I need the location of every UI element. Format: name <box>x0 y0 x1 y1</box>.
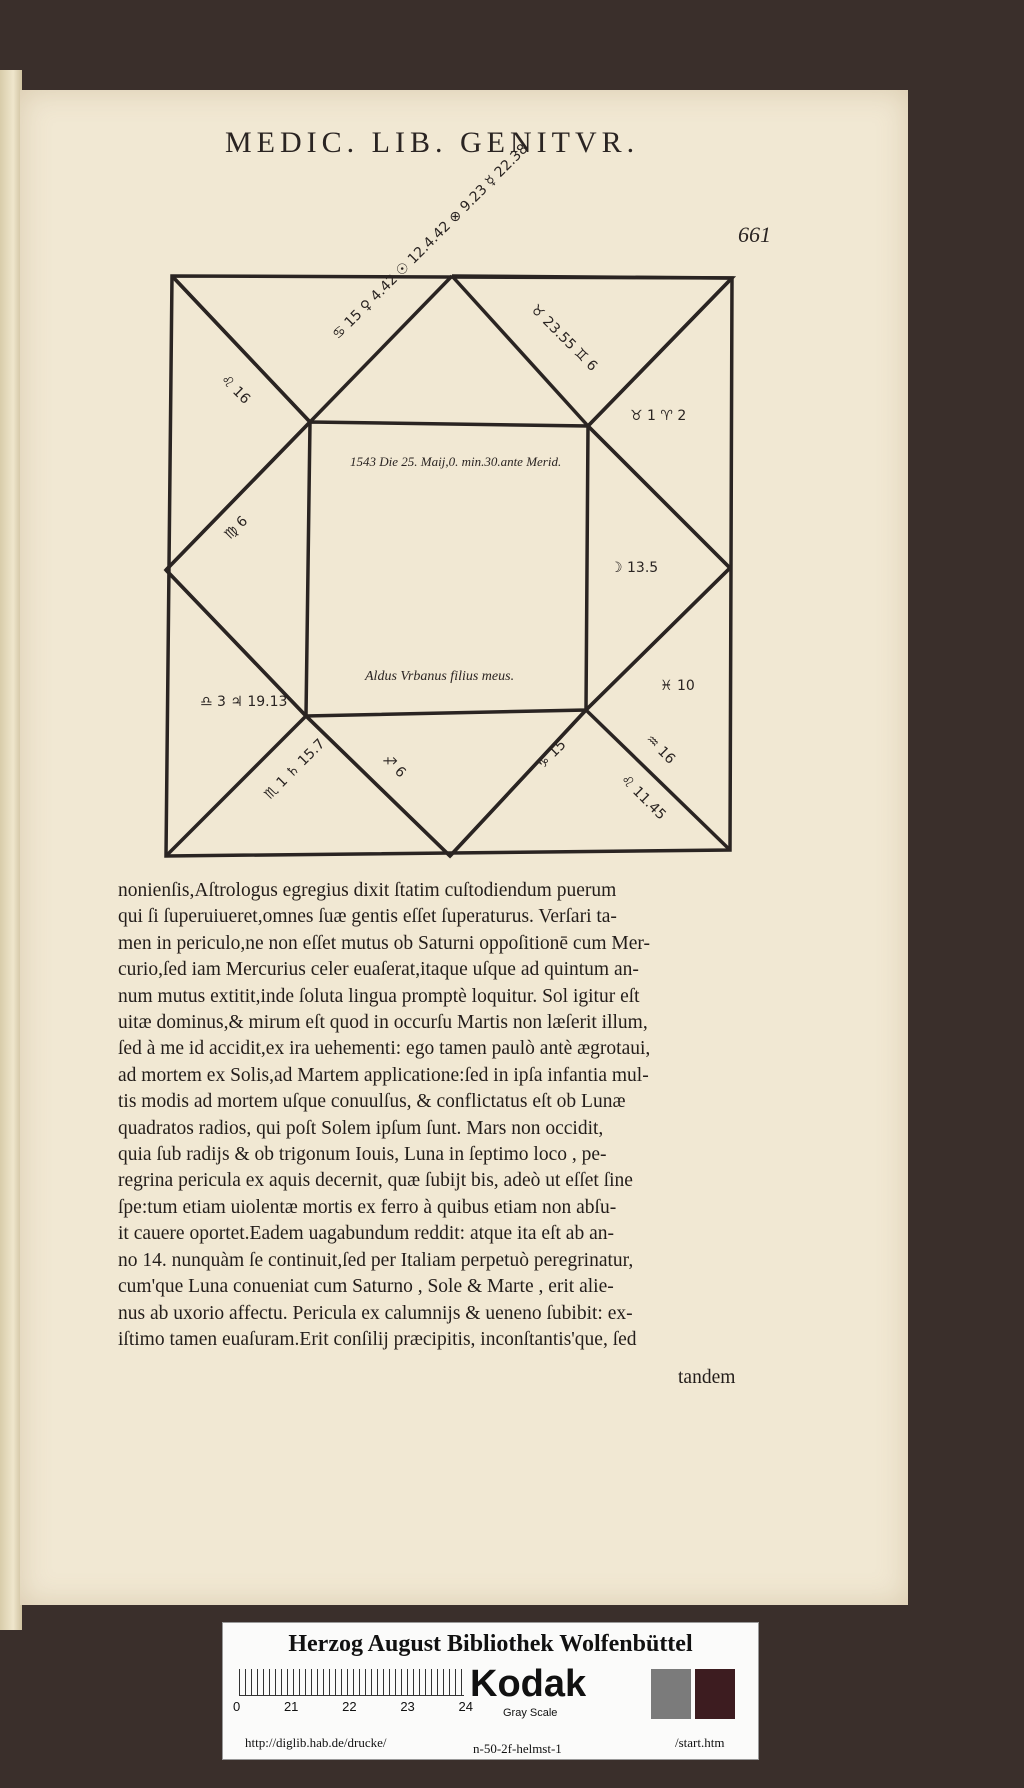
library-label <box>222 1622 759 1760</box>
house-label-right-upper: ♉ 1 ♈ 2 <box>630 408 687 424</box>
url-identifier: n-50-2f-helmst-1 <box>473 1741 562 1756</box>
text-line: tis modis ad mortem uſque conuulſus, & conflictatus eſt ob Lunæ <box>118 1091 626 1113</box>
text-line: curio,ſed iam Mercurius celer euaſerat,itaque uſque ad quintum an- <box>118 959 639 981</box>
text-line: quadratos radios, qui poſt Solem ipſum ſunt. Mars non occidit, <box>118 1117 604 1139</box>
house-label-right-lower: ♓ 10 <box>660 678 695 694</box>
house-label-bottom-mid-left: ♐ 6 <box>379 751 409 782</box>
library-name: Herzog August Bibliothek Wolfenbüttel <box>288 1631 693 1657</box>
ruler-number: 0 <box>233 1699 241 1714</box>
catchword: tandem <box>678 1367 736 1388</box>
house-label-bottom-left: ♏ 1 ♄ 15.7 <box>261 735 329 803</box>
house-label-bottom-mid-right: ♑ 15 <box>533 736 570 773</box>
house-label-bottom-right-a: ♒ 16 <box>642 731 679 768</box>
text-line: cum'que Luna conueniat cum Saturno , Sole & Marte , erit alie- <box>118 1276 614 1298</box>
chart-native-name: Aldus Vrbanus filius meus. <box>365 669 515 684</box>
house-label-bottom-right-b: ♌ 11.45 <box>617 771 669 824</box>
text-line: qui ſi ſuperuiueret,omnes ſuæ gentis eſſet ſuperaturus. Verſari ta- <box>118 906 617 928</box>
chart-diagonal <box>588 278 732 426</box>
text-line: iſtimo tamen euaſuram.Erit conſilij præcipitis, inconſtantis'que, ſed <box>118 1328 637 1350</box>
url-prefix: http://diglib.hab.de/drucke/ <box>245 1735 387 1750</box>
gray-patch-mid <box>651 1669 691 1719</box>
text-line: regrina pericula ex aquis decernit, quæ ſubijt bis, adeò ut eſſet ſine <box>118 1170 633 1192</box>
url-suffix: /start.htm <box>675 1735 725 1750</box>
chart-diagonal <box>586 710 730 850</box>
chart-diagonal <box>588 426 730 568</box>
ruler-scale <box>239 1669 464 1696</box>
chart-diagonal <box>586 568 730 710</box>
ruler-number: 24 <box>458 1699 473 1714</box>
text-line: it cauere oportet.Eadem uagabundum reddit: atque ita eſt ab an- <box>118 1223 614 1245</box>
chart-diagonal <box>450 710 586 856</box>
chart-diagonal <box>306 716 450 856</box>
ruler-numbers <box>233 1699 473 1714</box>
text-line: nus ab uxorio affectu. Pericula ex calumnijs & ueneno ſubibit: ex- <box>118 1302 633 1324</box>
text-line: no 14. nunquàm ſe continuit,ſed per Italiam perpetuò peregrinatur, <box>118 1249 634 1271</box>
house-label-left-lower: ♎ 3 ♃ 19.13 <box>200 694 288 710</box>
gray-patch-dark <box>695 1669 735 1719</box>
house-label-top-right: ♉ 23.55 ♊ 6 <box>527 301 601 375</box>
body-text <box>118 878 774 1353</box>
ruler-number: 22 <box>342 1699 357 1714</box>
chart-date: 1543 Die 25. Maij,0. min.30.ante Merid. <box>350 454 562 469</box>
house-label-top-left: ♌ 16 <box>217 371 254 408</box>
ruler-number: 21 <box>283 1699 299 1714</box>
text-line: men in periculo,ne non eſſet mutus ob Saturni oppoſitionē cum Mer- <box>118 932 650 954</box>
text-line: quia ſub radijs & ob trigonum Iouis, Luna in ſeptimo loco , pe- <box>118 1144 607 1166</box>
text-line: ad mortem ex Solis,ad Martem applicatione:ſed in ipſa infantia mul- <box>118 1064 649 1086</box>
gray-scale-caption: Gray Scale <box>503 1707 558 1719</box>
ruler-number: 23 <box>400 1699 415 1714</box>
kodak-logo: Kodak <box>470 1663 587 1705</box>
running-head: MEDIC. LIB. GENITVR. <box>225 126 640 159</box>
folio-number: 661 <box>738 222 771 247</box>
house-label-left: ♍ 6 <box>221 513 252 543</box>
house-label-top: ♋ 15 ♀ 4.42 ☉ 12.4.42 ⊗ 9.23 ☿ 22.38 <box>329 141 532 343</box>
text-line: ſpe:tum etiam uiolentæ mortis ex ferro à quibus etiam non abſu- <box>118 1196 617 1218</box>
chart-diagonal <box>166 422 310 570</box>
text-line: num mutus extitit,inde ſoluta lingua promptè loquitur. Sol igitur eſt <box>118 985 640 1007</box>
text-line: nonienſis,Aſtrologus egregius dixit ſtatim cuſtodiendum puerum <box>118 880 617 901</box>
text-line: ſed à me id accidit,ex ira uehementi: ego tamen paulò antè ægrotaui, <box>118 1038 651 1060</box>
book-edge <box>0 70 22 1630</box>
house-label-right: ☽ 13.5 <box>610 560 659 576</box>
text-line: uitæ dominus,& mirum eſt quod in occurſu Martis non læſerit illum, <box>118 1012 648 1034</box>
